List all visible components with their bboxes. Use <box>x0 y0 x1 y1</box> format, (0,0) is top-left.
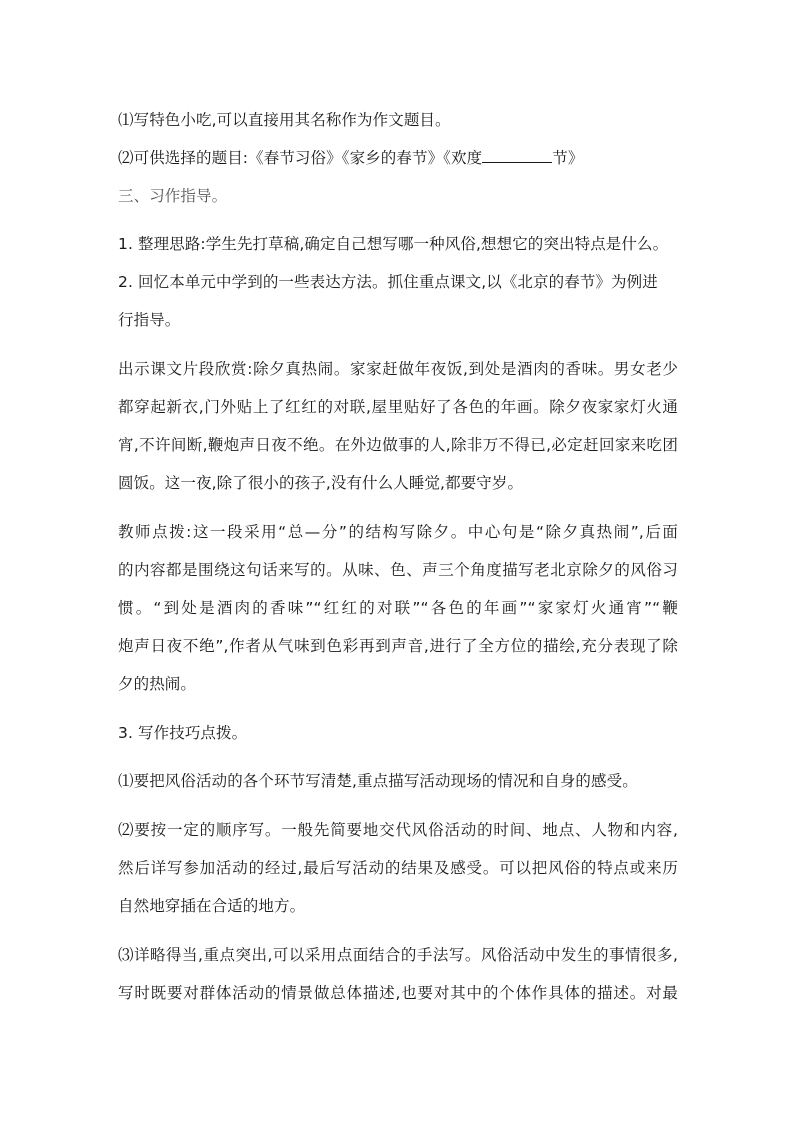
excerpt-line-2: 都穿起新衣,门外贴上了红红的对联,屋里贴好了各色的年画。除夕夜家家灯火通 <box>118 398 678 416</box>
item-optional-titles <box>118 148 678 168</box>
excerpt-line-3: 宵,不许间断,鞭炮声日夜不绝。在外边做事的人,除非万不得已,必定赶回家来吃团 <box>118 436 678 454</box>
section-heading-guidance: 三、习作指导。 <box>118 187 228 205</box>
tip-2-line-3: 自然地穿插在合适的地方。 <box>118 897 306 915</box>
fill-in-blank <box>482 148 552 163</box>
step-2-cont: 行指导。 <box>118 311 181 329</box>
tip-2-line-1: ⑵要按一定的顺序写。一般先简要地交代风俗活动的时间、地点、人物和内容, <box>118 821 678 839</box>
tip-3-line-1: ⑶详略得当,重点突出,可以采用点面结合的手法写。风俗活动中发生的事情很多, <box>118 946 678 964</box>
excerpt-line-4: 圆饭。这一夜,除了很小的孩子,没有什么人睡觉,都要守岁。 <box>118 474 524 492</box>
tip-1: ⑴要把风俗活动的各个环节写清楚,重点描写活动现场的情况和自身的感受。 <box>118 772 638 790</box>
optional-titles-end: 节》 <box>552 149 584 167</box>
step-1: 1. 整理思路:学生先打草稿,确定自己想写哪一种风俗,想想它的突出特点是什么。 <box>118 235 669 253</box>
teacher-note-line-5: 夕的热闹。 <box>118 675 197 693</box>
optional-titles-text: ⑵可供选择的题目:《春节习俗》《家乡的春节》《欢度 <box>118 149 483 167</box>
step-2: 2. 回忆本单元中学到的一些表达方法。抓住重点课文,以《北京的春节》为例进 <box>118 273 658 291</box>
excerpt-line-1: 出示课文片段欣赏:除夕真热闹。家家赶做年夜饭,到处是酒肉的香味。男女老少 <box>118 360 678 378</box>
teacher-note-line-4: 炮声日夜不绝”,作者从气味到色彩再到声音,进行了全方位的描绘,充分表现了除 <box>118 637 678 655</box>
teacher-note-line-1: 教师点拨:这一段采用“总—分”的结构写除夕。中心句是“除夕真热闹”,后面 <box>118 523 678 541</box>
tip-2-line-2: 然后详写参加活动的经过,最后写活动的结果及感受。可以把风俗的特点或来历 <box>118 859 678 877</box>
tip-3-line-2: 写时既要对群体活动的情景做总体描述,也要对其中的个体作具体的描述。对最 <box>118 984 678 1002</box>
teacher-note-line-3: 惯。“到处是酒肉的香味”“红红的对联”“各色的年画”“家家灯火通宵”“鞭 <box>118 599 678 617</box>
step-3: 3. 写作技巧点拨。 <box>118 724 248 742</box>
teacher-note-line-2: 的内容都是围绕这句话来写的。从味、色、声三个角度描写老北京除夕的风俗习 <box>118 561 678 579</box>
item-snack-topic: ⑴写特色小吃,可以直接用其名称作为作文题目。 <box>118 111 451 129</box>
